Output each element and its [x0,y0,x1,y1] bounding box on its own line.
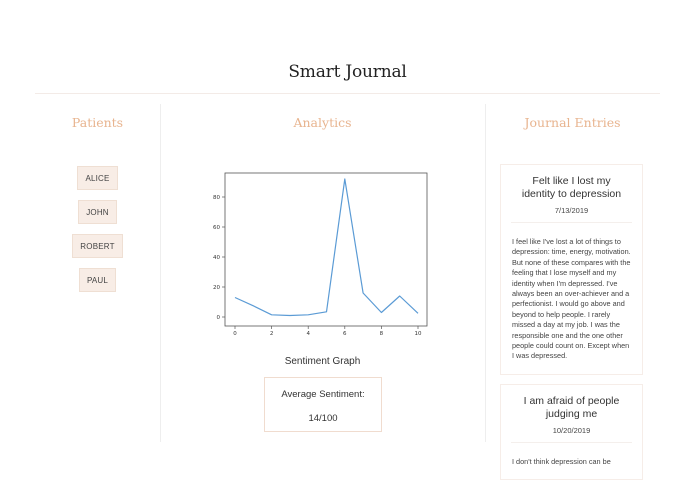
average-sentiment-label: Average Sentiment: [281,389,365,400]
patients-list [35,166,160,292]
chart-caption: Sentiment Graph [284,356,361,367]
column-divider-right [485,104,486,442]
svg-text:10: 10 [414,331,422,337]
entry-title: I am afraid of people judging me [523,394,620,420]
entry-body: I don't think depression can be [512,456,611,466]
svg-text:8: 8 [379,331,384,337]
sentiment-line-chart [200,165,440,340]
header-divider [35,93,660,94]
column-divider-left [160,104,161,442]
app-title: Smart Journal [288,62,407,82]
entry-date: 10/20/2019 [511,426,632,443]
analytics-heading: Analytics [293,115,352,130]
svg-text:0: 0 [233,331,237,337]
svg-text:20: 20 [213,285,220,291]
journal-entry-card[interactable] [500,164,643,375]
svg-text:40: 40 [213,255,220,261]
patient-button-robert[interactable]: ROBERT [72,234,122,258]
patient-button-paul[interactable]: PAUL [79,268,116,292]
svg-text:0: 0 [216,315,220,321]
svg-text:2: 2 [269,331,274,337]
svg-text:80: 80 [213,195,220,201]
journal-entries-list[interactable] [500,164,643,466]
sentiment-chart [200,165,440,340]
entry-body: I feel like I've lost a lot of things to depression: time, energy, motivation. But none of these compares with the feeling that I lose myself and my identity when I'm depressed. I've always been an over-achiever and a perfectionist. I would go above and beyond to help people. I rarely missed a day at my job. I was the responsible one and the one other people could count on. Except when I was depressed. [512,237,631,361]
entry-title: Felt like I lost my identity to depression [521,175,622,200]
average-sentiment-value: 14/100 [308,413,338,424]
svg-text:60: 60 [213,225,220,231]
entry-date: 7/13/2019 [511,206,632,223]
patient-button-john[interactable]: JOHN [78,200,117,224]
average-sentiment-box [264,377,382,432]
journal-entries-heading: Journal Entries [524,115,621,130]
svg-text:6: 6 [343,331,347,337]
svg-text:4: 4 [306,331,310,337]
patient-button-alice[interactable]: ALICE [77,166,117,190]
journal-entry-card[interactable] [500,384,643,480]
patients-heading: Patients [71,115,124,130]
